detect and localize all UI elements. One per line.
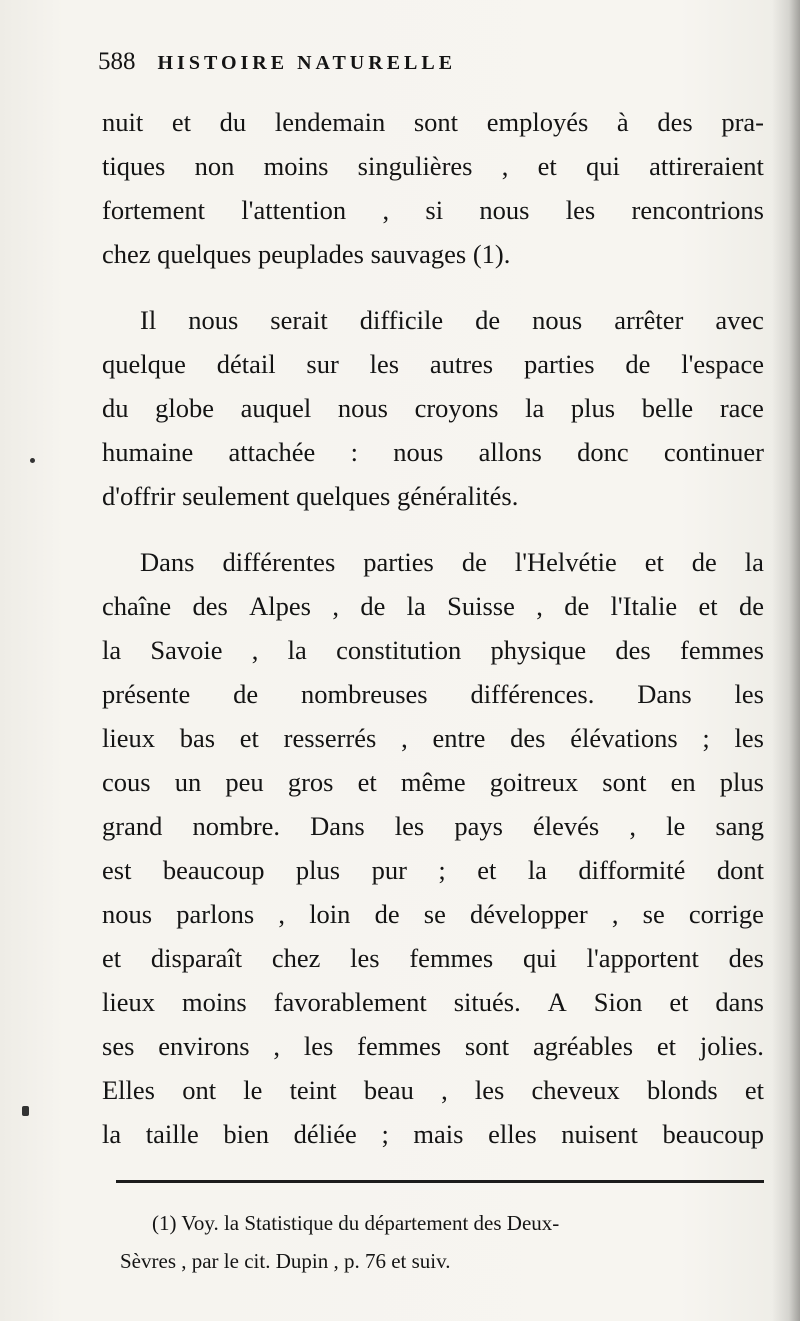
- word: constitution: [336, 635, 462, 665]
- word: pra-: [721, 107, 764, 137]
- word: non: [194, 151, 235, 181]
- word: attachée: [228, 437, 316, 467]
- word: la: [525, 393, 545, 423]
- word: nous: [532, 305, 583, 335]
- word: autres: [429, 349, 494, 379]
- word: les: [565, 195, 596, 225]
- word: auquel: [240, 393, 312, 423]
- word: est: [102, 855, 132, 885]
- word: mais: [413, 1119, 464, 1149]
- word: du: [102, 393, 129, 423]
- text-line: [102, 188, 764, 232]
- word: favorablement: [273, 987, 427, 1017]
- word: détail: [216, 349, 276, 379]
- word: se: [423, 899, 446, 929]
- text-line: [102, 1068, 764, 1112]
- page-header: [98, 48, 678, 88]
- word: les: [474, 1075, 505, 1105]
- word: plus: [295, 855, 341, 885]
- word: :: [350, 437, 358, 467]
- word: si: [425, 195, 444, 225]
- word: les: [394, 811, 425, 841]
- word: les: [369, 349, 400, 379]
- word: quelque: [102, 349, 186, 379]
- word: des: [615, 635, 651, 665]
- word: resserrés: [283, 723, 377, 753]
- word: singulières: [357, 151, 473, 181]
- word: élevés: [533, 811, 600, 841]
- word: Sion: [593, 987, 643, 1017]
- word: nombre.: [192, 811, 281, 841]
- text-line: [102, 1112, 764, 1156]
- word: ,: [611, 899, 619, 929]
- word: femmes: [357, 1031, 442, 1061]
- word: ,: [501, 151, 509, 181]
- word: attireraient: [649, 151, 764, 181]
- word: ;: [381, 1119, 389, 1149]
- word: donc: [577, 437, 629, 467]
- word: parties: [523, 349, 595, 379]
- word: de: [233, 679, 259, 709]
- word: élévations: [570, 723, 678, 753]
- word: serait: [270, 305, 328, 335]
- word: les: [350, 943, 380, 973]
- word: loin: [309, 899, 351, 929]
- word: de: [738, 591, 764, 621]
- word: plus: [570, 393, 616, 423]
- word: ,: [536, 591, 543, 621]
- word: le: [666, 811, 686, 841]
- word: la: [527, 855, 547, 885]
- word: ;: [702, 723, 710, 753]
- word: Alpes: [249, 591, 311, 621]
- word: nuisent: [561, 1119, 638, 1149]
- word: lieux: [102, 987, 155, 1017]
- word: présente: [102, 679, 191, 709]
- word: l'espace: [681, 349, 764, 379]
- word: dans: [715, 987, 764, 1017]
- word: ,: [382, 195, 390, 225]
- word: nuit: [102, 107, 144, 137]
- word: qui: [586, 151, 620, 181]
- page-gutter-shadow: [772, 0, 800, 1321]
- word: beaucoup: [662, 1119, 764, 1149]
- word: difficile: [359, 305, 444, 335]
- word: peu: [225, 767, 264, 797]
- text-line: [102, 760, 764, 804]
- text-line: [102, 628, 764, 672]
- footnote-line: Sèvres , par le cit. Dupin , p. 76 et suiv.: [120, 1249, 451, 1273]
- text-line: [102, 672, 764, 716]
- word: et: [357, 767, 377, 797]
- word: agréables: [532, 1031, 634, 1061]
- word: le: [243, 1075, 263, 1105]
- word: moins: [263, 151, 329, 181]
- word: sang: [715, 811, 764, 841]
- word: ,: [273, 1031, 280, 1061]
- word: et: [171, 107, 192, 137]
- word: situés.: [453, 987, 521, 1017]
- word: allons: [478, 437, 542, 467]
- word: nous: [102, 899, 153, 929]
- word: avec: [715, 305, 764, 335]
- word: à: [616, 107, 629, 137]
- word: et: [644, 547, 664, 577]
- word: grand: [102, 811, 163, 841]
- word: et: [698, 591, 718, 621]
- word: les: [734, 723, 764, 753]
- word: des: [192, 591, 228, 621]
- word: ;: [438, 855, 446, 885]
- word: ,: [629, 811, 636, 841]
- word: Dans: [310, 811, 365, 841]
- word: A: [547, 987, 567, 1017]
- word: tiques: [102, 151, 166, 181]
- word: du: [219, 107, 247, 137]
- word: lendemain: [274, 107, 386, 137]
- word: ses: [102, 1031, 135, 1061]
- word: un: [174, 767, 202, 797]
- word: Il: [140, 305, 157, 335]
- page-number: 588: [98, 48, 136, 75]
- word: les: [734, 679, 764, 709]
- word: nombreuses: [301, 679, 428, 709]
- word: gros: [287, 767, 334, 797]
- body-text: [102, 100, 764, 1156]
- text-line: [102, 100, 764, 144]
- word: sont: [602, 767, 647, 797]
- word: et: [239, 723, 259, 753]
- word: Elles: [102, 1075, 155, 1105]
- text-line: [102, 1024, 764, 1068]
- ink-speck: [22, 1106, 29, 1116]
- word: bas: [179, 723, 216, 753]
- word: corrige: [688, 899, 764, 929]
- word: humaine: [102, 437, 194, 467]
- word: femmes: [409, 943, 494, 973]
- footnote-line: (1) Voy. la Statistique du département des Deux-: [152, 1211, 560, 1235]
- word: pays: [454, 811, 503, 841]
- running-title: HISTOIRE NATURELLE: [157, 52, 457, 74]
- text-line: [102, 298, 764, 342]
- text-line: [102, 892, 764, 936]
- word: de: [625, 349, 651, 379]
- word: la: [744, 547, 764, 577]
- word: et: [744, 1075, 764, 1105]
- word: qui: [523, 943, 557, 973]
- word: croyons: [414, 393, 499, 423]
- text-line: [102, 716, 764, 760]
- text-line: [102, 584, 764, 628]
- word: fortement: [102, 195, 206, 225]
- word: différences.: [470, 679, 595, 709]
- word: ,: [401, 723, 408, 753]
- word: différentes: [222, 547, 336, 577]
- word: Suisse: [447, 591, 515, 621]
- text-line: d'offrir seulement quelques généralités.: [102, 481, 519, 511]
- text-line: chez quelques peuplades sauvages (1).: [102, 239, 511, 269]
- word: sont: [464, 1031, 510, 1061]
- footnote-rule: [116, 1180, 764, 1183]
- word: physique: [490, 635, 587, 665]
- text-line: [102, 430, 764, 474]
- word: moins: [181, 987, 247, 1017]
- word: et: [102, 943, 122, 973]
- word: arrêter: [614, 305, 684, 335]
- ink-speck: [30, 458, 35, 463]
- word: taille: [145, 1119, 199, 1149]
- text-line: [102, 386, 764, 430]
- text-line: [102, 144, 764, 188]
- word: race: [719, 393, 764, 423]
- word: continuer: [663, 437, 764, 467]
- word: sur: [306, 349, 339, 379]
- word: de: [461, 547, 487, 577]
- word: ,: [278, 899, 286, 929]
- word: se: [642, 899, 665, 929]
- text-line: [102, 804, 764, 848]
- word: bien: [223, 1119, 269, 1149]
- word: parlons: [176, 899, 255, 929]
- word: de: [475, 305, 501, 335]
- word: l'apportent: [586, 943, 699, 973]
- word: des: [510, 723, 546, 753]
- word: nous: [188, 305, 239, 335]
- word: l'attention: [241, 195, 347, 225]
- word: de: [374, 899, 400, 929]
- word: la: [406, 591, 426, 621]
- word: employés: [486, 107, 589, 137]
- word: globe: [155, 393, 214, 423]
- word: chez: [271, 943, 321, 973]
- word: de: [691, 547, 717, 577]
- word: et: [656, 1031, 676, 1061]
- word: belle: [641, 393, 694, 423]
- word: Dans: [637, 679, 692, 709]
- word: environs: [158, 1031, 250, 1061]
- word: de: [360, 591, 386, 621]
- word: développer: [469, 899, 588, 929]
- word: des: [728, 943, 764, 973]
- word: difformité: [578, 855, 686, 885]
- word: l'Helvétie: [514, 547, 617, 577]
- word: déliée: [293, 1119, 357, 1149]
- word: nous: [337, 393, 388, 423]
- word: teint: [289, 1075, 337, 1105]
- text-line: [102, 980, 764, 1024]
- word: rencontrions: [631, 195, 764, 225]
- word: beaucoup: [162, 855, 265, 885]
- word: femmes: [680, 635, 764, 665]
- word: pur: [371, 855, 407, 885]
- word: sont: [413, 107, 459, 137]
- word: en: [670, 767, 696, 797]
- word: Dans: [140, 547, 195, 577]
- text-line: [102, 342, 764, 386]
- word: elles: [488, 1119, 537, 1149]
- word: des: [657, 107, 693, 137]
- word: nous: [393, 437, 444, 467]
- word: même: [400, 767, 466, 797]
- word: la: [102, 635, 122, 665]
- word: goitreux: [489, 767, 579, 797]
- word: disparaît: [150, 943, 243, 973]
- word: et: [477, 855, 497, 885]
- word: lieux: [102, 723, 155, 753]
- text-line: [102, 540, 764, 584]
- text-line: [102, 936, 764, 980]
- word: ont: [182, 1075, 217, 1105]
- word: beau: [363, 1075, 414, 1105]
- word: Savoie: [150, 635, 223, 665]
- word: et: [669, 987, 689, 1017]
- word: entre: [432, 723, 486, 753]
- word: de: [564, 591, 590, 621]
- word: jolies.: [699, 1031, 764, 1061]
- paragraph-gap: [102, 518, 764, 540]
- word: parties: [363, 547, 434, 577]
- paragraph-gap: [102, 276, 764, 298]
- footnote: [120, 1204, 760, 1280]
- word: la: [102, 1119, 122, 1149]
- word: blonds: [647, 1075, 718, 1105]
- word: la: [287, 635, 307, 665]
- word: plus: [719, 767, 764, 797]
- word: et: [537, 151, 557, 181]
- word: ,: [332, 591, 339, 621]
- word: chaîne: [102, 591, 172, 621]
- word: l'Italie: [610, 591, 678, 621]
- word: nous: [479, 195, 530, 225]
- word: les: [303, 1031, 334, 1061]
- word: ,: [441, 1075, 448, 1105]
- word: cheveux: [531, 1075, 620, 1105]
- word: cous: [102, 767, 151, 797]
- text-line: [102, 848, 764, 892]
- word: ,: [251, 635, 259, 665]
- word: dont: [716, 855, 764, 885]
